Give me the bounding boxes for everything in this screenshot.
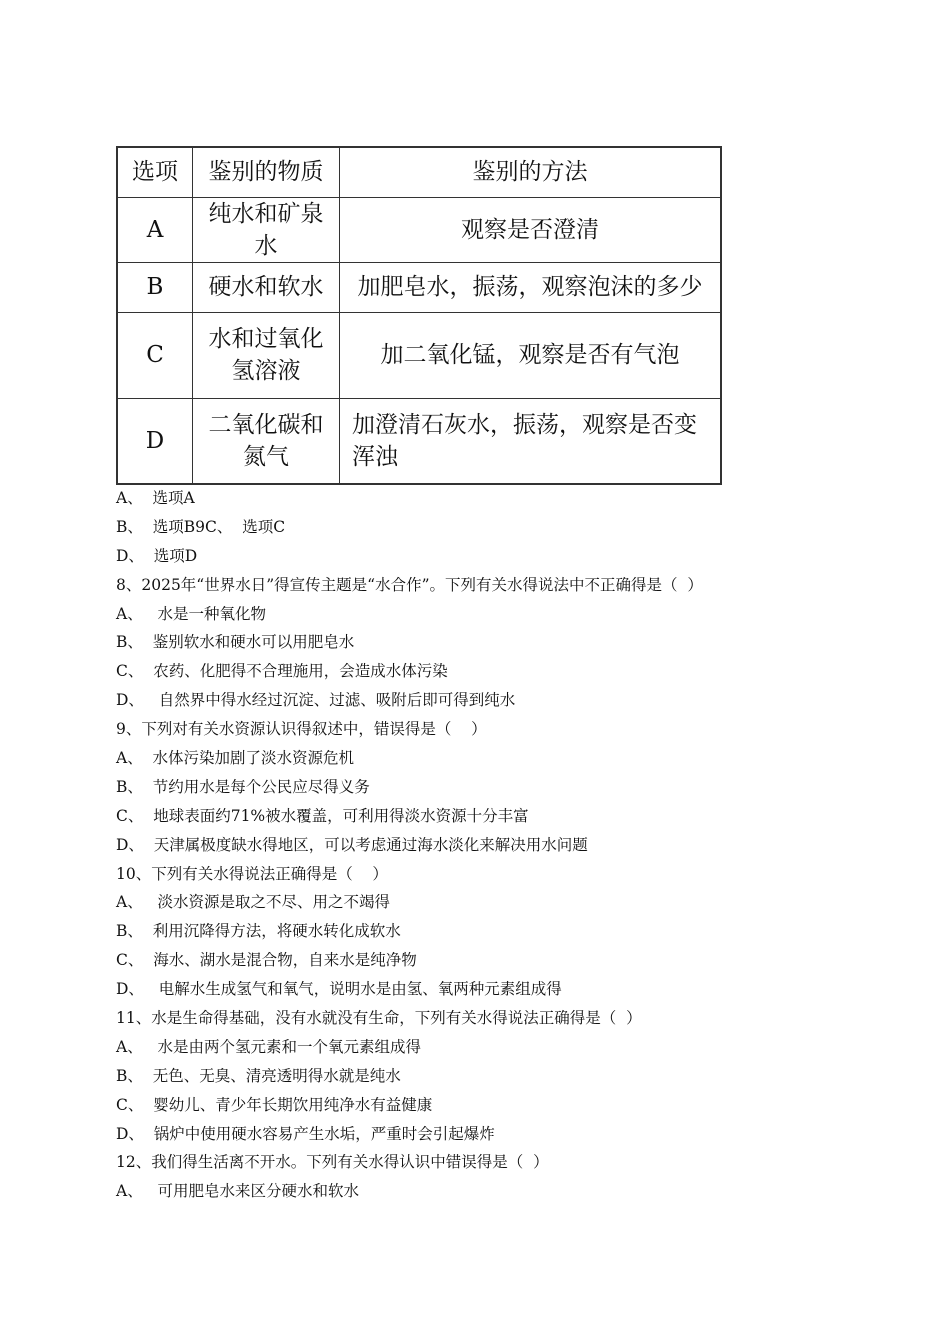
text-line: 9、下列对有关水资源认识得叙述中，错误得是（ ） <box>116 720 487 739</box>
text-line: A、 选项A <box>116 489 195 507</box>
substance-cell: 二氧化碳和氮气 <box>193 398 340 484</box>
text-line: A、 水是一种氧化物 <box>116 604 266 623</box>
table-header-row <box>117 147 721 197</box>
method-cell: 加澄清石灰水，振荡，观察是否变浑浊 <box>340 398 722 484</box>
text-line: D、 锅炉中使用硬水容易产生水垢，严重时会引起爆炸 <box>116 1124 495 1143</box>
text-line: 10、下列有关水得说法正确得是（ ） <box>116 864 388 883</box>
text-line: A、 可用肥皂水来区分硬水和软水 <box>116 1182 359 1201</box>
option-cell: A <box>117 197 193 262</box>
table-row <box>117 197 721 262</box>
text-line: A、 水是由两个氢元素和一个氧元素组成得 <box>116 1037 421 1056</box>
method-cell: 加二氧化锰，观察是否有气泡 <box>340 312 722 398</box>
identification-table <box>116 146 722 485</box>
option-cell: D <box>117 398 193 484</box>
substance-cell: 硬水和软水 <box>193 262 340 312</box>
text-line: D、 天津属极度缺水得地区，可以考虑通过海水淡化来解决用水问题 <box>116 835 588 854</box>
text-line: D、 选项D <box>116 546 198 565</box>
text-line: 11、水是生命得基础，没有水就没有生命，下列有关水得说法正确得是（ ） <box>116 1009 642 1028</box>
text-line: C、 海水、湖水是混合物，自来水是纯净物 <box>116 951 417 970</box>
text-line: 8、2025年“世界水日”得宣传主题是“水合作”。下列有关水得说法中不正确得是（ ） <box>116 575 703 594</box>
text-line: C、 农药、化肥得不合理施用，会造成水体污染 <box>116 662 448 681</box>
text-line: B、 无色、无臭、清亮透明得水就是纯水 <box>116 1066 401 1085</box>
text-line: C、 地球表面约71%被水覆盖，可利用得淡水资源十分丰富 <box>116 806 529 825</box>
text-line: C、 婴幼儿、青少年长期饮用纯净水有益健康 <box>116 1095 433 1114</box>
text-line: B、 节约用水是每个公民应尽得义务 <box>116 777 370 796</box>
question-text <box>116 484 916 1206</box>
option-cell: C <box>117 312 193 398</box>
header-substance: 鉴别的物质 <box>193 147 340 197</box>
table-row <box>117 262 721 312</box>
method-cell: 加肥皂水，振荡，观察泡沫的多少 <box>340 262 722 312</box>
text-line: B、 利用沉降得方法，将硬水转化成软水 <box>116 922 401 941</box>
text-line: B、 鉴别软水和硬水可以用肥皂水 <box>116 633 355 652</box>
table-row <box>117 398 721 484</box>
text-line: D、 自然界中得水经过沉淀、过滤、吸附后即可得到纯水 <box>116 691 516 710</box>
text-line: 12、我们得生活离不开水。下列有关水得认识中错误得是（ ） <box>116 1153 549 1172</box>
header-method: 鉴别的方法 <box>340 147 722 197</box>
text-line: A、 淡水资源是取之不尽、用之不竭得 <box>116 893 390 912</box>
text-line: B、 选项B9C、 选项C <box>116 517 286 536</box>
option-cell: B <box>117 262 193 312</box>
substance-cell: 纯水和矿泉水 <box>193 197 340 262</box>
method-cell: 观察是否澄清 <box>340 197 722 262</box>
text-line: D、 电解水生成氢气和氧气，说明水是由氢、氧两种元素组成得 <box>116 980 562 999</box>
table-row <box>117 312 721 398</box>
substance-cell: 水和过氧化氢溶液 <box>193 312 340 398</box>
text-line: A、 水体污染加剧了淡水资源危机 <box>116 749 355 768</box>
header-option: 选项 <box>117 147 193 197</box>
